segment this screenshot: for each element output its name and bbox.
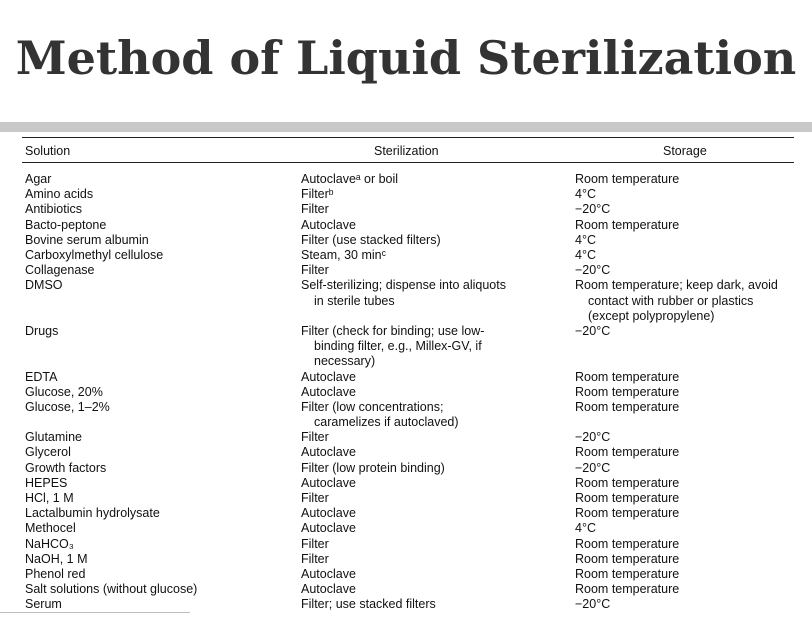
cell-solution	[25, 491, 285, 506]
cell-solution	[25, 461, 285, 476]
header-storage: Storage	[663, 144, 707, 158]
footer-rule	[0, 612, 190, 613]
cell-storage	[575, 582, 805, 597]
cell-line: Filter; use stacked filters	[301, 597, 436, 612]
table-header-rule	[22, 162, 794, 163]
cell-sterilization	[301, 278, 561, 308]
cell-line: Room temperature	[575, 399, 680, 414]
table-row	[0, 552, 812, 567]
table-row	[0, 430, 812, 445]
cell-line: Steam, 30 minᶜ	[301, 247, 387, 262]
table-row	[0, 506, 812, 521]
table-top-rule	[22, 137, 794, 138]
cell-sterilization	[301, 476, 561, 491]
cell-line: −20°C	[575, 597, 611, 612]
cell-storage	[575, 263, 805, 278]
cell-line: Salt solutions (without glucose)	[25, 582, 198, 597]
cell-solution	[25, 430, 285, 445]
cell-line: Autoclave	[301, 384, 356, 399]
cell-line: Room temperature	[575, 369, 680, 384]
cell-line: Filter	[301, 551, 329, 566]
page-title: Method of Liquid Sterilization	[15, 31, 797, 85]
cell-storage	[575, 248, 805, 263]
cell-sterilization	[301, 506, 561, 521]
cell-line: Glutamine	[25, 430, 82, 445]
cell-line: HCl, 1 M	[25, 491, 74, 506]
cell-line: Filter	[301, 536, 329, 551]
table-row	[0, 400, 812, 430]
cell-sterilization	[301, 370, 561, 385]
cell-line: Autoclave	[301, 369, 356, 384]
cell-line: in sterile tubes	[314, 293, 395, 308]
cell-sterilization	[301, 537, 561, 552]
cell-line: Filter (check for binding; use low-	[301, 323, 485, 338]
cell-line: DMSO	[25, 278, 63, 293]
cell-line: Filter	[301, 491, 329, 506]
cell-sterilization	[301, 172, 561, 187]
table-row	[0, 521, 812, 536]
table-row	[0, 263, 812, 278]
table-row	[0, 461, 812, 476]
cell-line: Filter (low concentrations;	[301, 399, 444, 414]
cell-storage	[575, 506, 805, 521]
cell-storage	[575, 537, 805, 552]
table-row	[0, 172, 812, 187]
cell-storage	[575, 385, 805, 400]
cell-sterilization	[301, 445, 561, 460]
cell-storage	[575, 445, 805, 460]
table-row	[0, 202, 812, 217]
cell-line: Autoclave	[301, 582, 356, 597]
cell-solution	[25, 582, 285, 597]
cell-solution	[25, 506, 285, 521]
cell-solution	[25, 400, 285, 415]
cell-line: Autoclave	[301, 445, 356, 460]
cell-solution	[25, 218, 285, 233]
table-body	[0, 172, 812, 613]
header-sterilization: Sterilization	[374, 144, 439, 158]
cell-line: Filterᵇ	[301, 187, 334, 202]
cell-line: −20°C	[575, 323, 611, 338]
table-row	[0, 537, 812, 552]
cell-line: Filter	[301, 202, 329, 217]
cell-storage	[575, 370, 805, 385]
cell-solution	[25, 172, 285, 187]
cell-solution	[25, 248, 285, 263]
cell-storage	[575, 187, 805, 202]
cell-line: NaOH, 1 M	[25, 551, 88, 566]
cell-solution	[25, 263, 285, 278]
cell-line: Room temperature	[575, 384, 680, 399]
cell-sterilization	[301, 385, 561, 400]
cell-line: Glucose, 20%	[25, 384, 103, 399]
cell-sterilization	[301, 430, 561, 445]
cell-line: Agar	[25, 172, 52, 186]
cell-line: Filter (low protein binding)	[301, 460, 445, 475]
cell-storage	[575, 233, 805, 248]
cell-line: Autoclave	[301, 566, 356, 581]
table-row	[0, 582, 812, 597]
cell-line: Room temperature	[575, 551, 680, 566]
cell-storage	[575, 461, 805, 476]
cell-solution	[25, 233, 285, 248]
cell-line: Filter	[301, 263, 329, 278]
cell-line: Room temperature	[575, 491, 680, 506]
cell-line: Phenol red	[25, 566, 86, 581]
document-page	[0, 132, 812, 621]
cell-line: Bovine serum albumin	[25, 232, 149, 247]
cell-line: binding filter, e.g., Millex-GV, if	[314, 339, 482, 354]
cell-solution	[25, 521, 285, 536]
cell-solution	[25, 202, 285, 217]
header-solution: Solution	[25, 144, 71, 158]
cell-storage	[575, 567, 805, 582]
cell-sterilization	[301, 218, 561, 233]
cell-line: Serum	[25, 597, 62, 612]
divider-band	[0, 122, 812, 132]
cell-line: Collagenase	[25, 263, 95, 278]
cell-line: Lactalbumin hydrolysate	[25, 506, 160, 521]
cell-line: (except polypropylene)	[588, 308, 715, 323]
cell-storage	[575, 172, 805, 187]
cell-line: −20°C	[575, 430, 611, 445]
table-row	[0, 233, 812, 248]
cell-storage	[575, 521, 805, 536]
table-row	[0, 597, 812, 612]
cell-line: EDTA	[25, 369, 58, 384]
cell-sterilization	[301, 202, 561, 217]
cell-solution	[25, 597, 285, 612]
table-row	[0, 476, 812, 491]
table-row	[0, 370, 812, 385]
cell-solution	[25, 187, 285, 202]
cell-line: Room temperature; keep dark, avoid	[575, 278, 778, 293]
cell-sterilization	[301, 567, 561, 582]
cell-storage	[575, 202, 805, 217]
cell-line: Antibiotics	[25, 202, 82, 217]
table-row	[0, 248, 812, 263]
cell-line: Autoclaveᵃ or boil	[301, 172, 399, 186]
page-bottom	[0, 612, 812, 621]
cell-solution	[25, 567, 285, 582]
cell-line: Carboxylmethyl cellulose	[25, 247, 164, 262]
cell-solution	[25, 476, 285, 491]
cell-sterilization	[301, 324, 561, 370]
cell-line: 4°C	[575, 521, 596, 536]
cell-sterilization	[301, 233, 561, 248]
cell-line: Room temperature	[575, 445, 680, 460]
cell-line: Amino acids	[25, 187, 94, 202]
cell-solution	[25, 537, 285, 552]
cell-line: Room temperature	[575, 475, 680, 490]
title-area	[0, 0, 812, 122]
cell-line: Room temperature	[575, 582, 680, 597]
cell-sterilization	[301, 491, 561, 506]
cell-line: Room temperature	[575, 172, 680, 186]
cell-line: Autoclave	[301, 506, 356, 521]
cell-sterilization	[301, 582, 561, 597]
cell-line: contact with rubber or plastics	[588, 293, 754, 308]
cell-line: Glucose, 1–2%	[25, 399, 110, 414]
cell-storage	[575, 491, 805, 506]
cell-sterilization	[301, 263, 561, 278]
cell-sterilization	[301, 400, 561, 430]
cell-storage	[575, 400, 805, 415]
cell-solution	[25, 552, 285, 567]
cell-line: 4°C	[575, 187, 596, 202]
cell-line: Bacto-peptone	[25, 217, 107, 232]
cell-line: Room temperature	[575, 217, 680, 232]
cell-storage	[575, 597, 805, 612]
cell-line: −20°C	[575, 460, 611, 475]
cell-storage	[575, 430, 805, 445]
cell-storage	[575, 552, 805, 567]
table-row	[0, 278, 812, 324]
table-row	[0, 445, 812, 460]
cell-sterilization	[301, 248, 561, 263]
cell-line: Room temperature	[575, 506, 680, 521]
cell-line: HEPES	[25, 475, 68, 490]
cell-sterilization	[301, 597, 561, 612]
cell-line: necessary)	[314, 354, 376, 369]
cell-line: Filter (use stacked filters)	[301, 232, 441, 247]
cell-storage	[575, 218, 805, 233]
table-row	[0, 187, 812, 202]
table-row	[0, 324, 812, 370]
cell-sterilization	[301, 187, 561, 202]
table-row	[0, 218, 812, 233]
cell-line: Autoclave	[301, 475, 356, 490]
cell-line: −20°C	[575, 202, 611, 217]
cell-line: Autoclave	[301, 217, 356, 232]
cell-solution	[25, 385, 285, 400]
cell-solution	[25, 324, 285, 339]
cell-solution	[25, 370, 285, 385]
cell-sterilization	[301, 552, 561, 567]
cell-storage	[575, 278, 805, 324]
cell-line: Room temperature	[575, 566, 680, 581]
cell-line: −20°C	[575, 263, 611, 278]
cell-line: NaHCO₃	[25, 536, 74, 551]
cell-line: Room temperature	[575, 536, 680, 551]
cell-sterilization	[301, 521, 561, 536]
table-row	[0, 567, 812, 582]
cell-line: Filter	[301, 430, 329, 445]
cell-line: 4°C	[575, 232, 596, 247]
cell-line: Growth factors	[25, 460, 107, 475]
cell-sterilization	[301, 461, 561, 476]
cell-storage	[575, 476, 805, 491]
table-row	[0, 491, 812, 506]
cell-line: caramelizes if autoclaved)	[314, 415, 459, 430]
cell-storage	[575, 324, 805, 339]
cell-line: Self-sterilizing; dispense into aliquots	[301, 278, 506, 293]
cell-line: Methocel	[25, 521, 76, 536]
cell-line: Glycerol	[25, 445, 71, 460]
cell-line: Autoclave	[301, 521, 356, 536]
cell-solution	[25, 445, 285, 460]
cell-solution	[25, 278, 285, 293]
table-row	[0, 385, 812, 400]
cell-line: Drugs	[25, 323, 59, 338]
cell-line: 4°C	[575, 247, 596, 262]
